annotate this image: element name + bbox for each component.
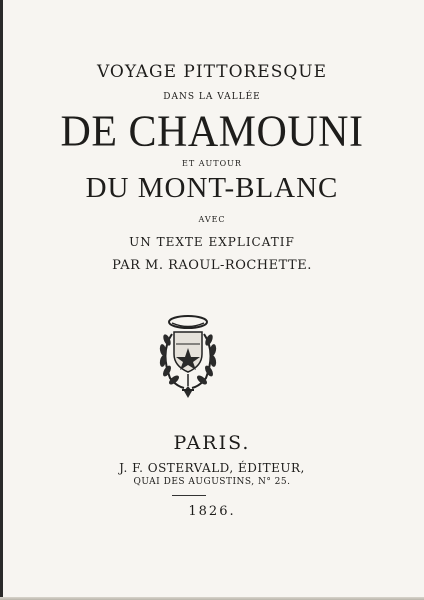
laurel-wreath-crest-icon <box>152 314 224 400</box>
title-line-texte: UN TEXTE EXPLICATIF <box>129 235 295 249</box>
title-line-chamouni: DE CHAMOUNI <box>60 107 364 157</box>
divider-rule <box>172 495 206 496</box>
title-line-voyage: VOYAGE PITTORESQUE <box>96 62 328 82</box>
imprint-publisher: J. F. OSTERVALD, ÉDITEUR, <box>119 461 305 475</box>
title-line-author: PAR M. RAOUL-ROCHETTE. <box>112 258 312 273</box>
imprint-city: PARIS. <box>173 432 251 454</box>
imprint-address: QUAI DES AUGUSTINS, N° 25. <box>133 477 291 487</box>
imprint-year: 1826. <box>188 504 236 519</box>
title-line-autour: ET AUTOUR <box>182 159 242 168</box>
title-line-dans: DANS LA VALLÉE <box>163 92 261 102</box>
title-line-mont-blanc: DU MONT-BLANC <box>85 172 339 204</box>
title-line-avec: AVEC <box>198 215 226 224</box>
